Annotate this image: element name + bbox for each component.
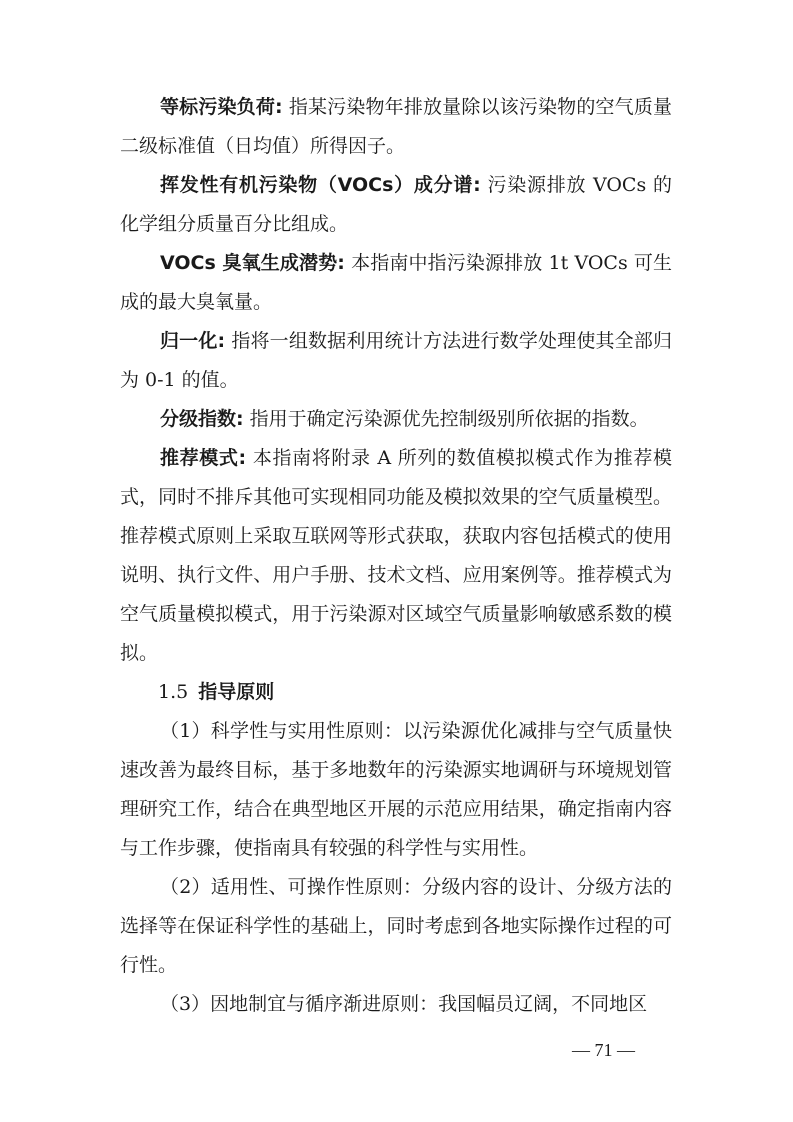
- definition-paragraph: [120, 88, 672, 166]
- definition-term: 推荐模式:: [160, 447, 247, 469]
- principle-paragraph: （2）适用性、可操作性原则：分级内容的设计、分级方法的选择等在保证科学性的基础上，同时考虑到各地实际操作过程的可行性。: [120, 876, 672, 976]
- definition-term: 挥发性有机污染物（VOCs）成分谱:: [160, 174, 481, 196]
- definition-term: 等标污染负荷:: [160, 96, 283, 118]
- definition-paragraph: [120, 166, 672, 244]
- section-number: 1.5: [158, 681, 189, 703]
- section-heading: [120, 673, 672, 712]
- definition-text: 污染源排放 VOCs 的化学组分质量百分比组成。: [120, 174, 672, 235]
- definition-text: 指用于确定污染源优先控制级别所依据的指数。: [243, 408, 649, 430]
- definition-text: 指将一组数据利用统计方法进行数学处理使其全部归为 0-1 的值。: [120, 330, 672, 391]
- definition-term: VOCs 臭氧生成潜势:: [160, 252, 345, 274]
- section-title: 指导原则: [198, 681, 275, 703]
- definition-term: 归一化:: [160, 330, 226, 352]
- definition-paragraph: [120, 244, 672, 322]
- principle-paragraph: （1）科学性与实用性原则：以污染源优化减排与空气质量快速改善为最终目标，基于多地数年的污染源实地调研与环境规划管理研究工作，结合在典型地区开展的示范应用结果，确定指南内容与工作步骤，使指南具有较强的科学性与实用性。: [120, 720, 672, 859]
- definition-text: 本指南中指污染源排放 1t VOCs 可生成的最大臭氧量。: [120, 252, 672, 313]
- definition-term: 分级指数:: [160, 408, 244, 430]
- definition-paragraph: [120, 400, 672, 439]
- definition-paragraph: [120, 439, 672, 673]
- page-number: — 71 —: [572, 1040, 635, 1060]
- definition-text: 本指南将附录 A 所列的数值模拟模式作为推荐模式，同时不排斥其他可实现相同功能及模拟效果的空气质量模型。推荐模式原则上采取互联网等形式获取，获取内容包括模式的使用说明、执行文件、用户手册、技术文档、应用案例等。推荐模式为空气质量模拟模式，用于污染源对区域空气质量影响敏感系数的模拟。: [120, 447, 672, 664]
- definition-paragraph: [120, 322, 672, 400]
- principle-paragraph: （3）因地制宜与循序渐进原则：我国幅员辽阔，不同地区: [160, 993, 648, 1015]
- definition-text: 指某污染物年排放量除以该污染物的空气质量二级标准值（日均值）所得因子。: [120, 96, 672, 157]
- document-body: [120, 88, 672, 1024]
